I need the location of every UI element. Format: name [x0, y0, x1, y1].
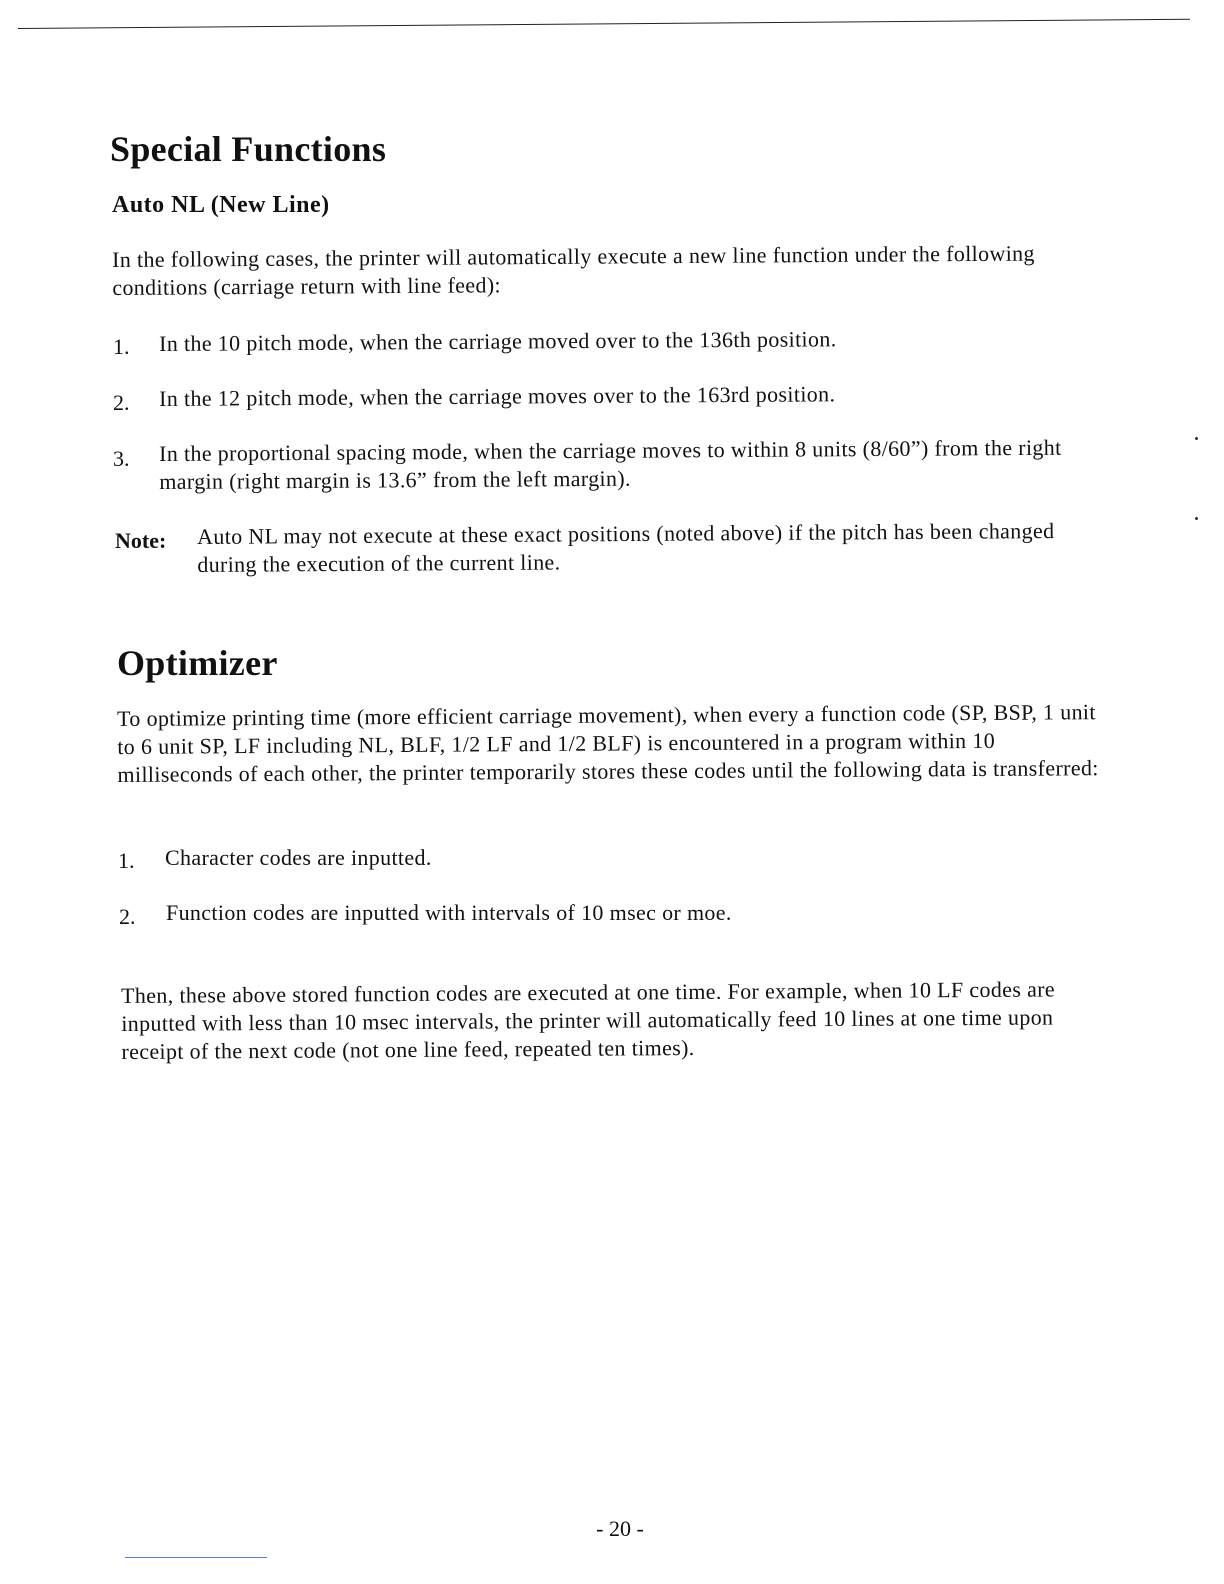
list-item-number: 1.: [118, 848, 135, 873]
list-item-text: Function codes are inputted with intervals of 10 msec or moe.: [166, 900, 732, 925]
auto-nl-intro: In the following cases, the printer will automatically execute a new line function under the following conditions (carriage return with line feed):: [112, 240, 1035, 300]
scan-speck: [1195, 437, 1198, 440]
note-label: Note:: [115, 528, 167, 553]
section-title-special-functions: Special Functions: [110, 129, 387, 169]
page-number: - 20 -: [596, 1516, 644, 1541]
bottom-rule: [125, 1557, 267, 1558]
note-text: Auto NL may not execute at these exact positions (noted above) if the pitch has been changed during the execution of the current line.: [197, 518, 1055, 577]
optimizer-closing: Then, these above stored function codes are executed at one time. For example, when 10 LF codes are inputted with less than 10 msec intervals, the printer will automatically feed 10 lines at one time upon receipt of the next code (not one line feed, repeated ten times).: [121, 976, 1056, 1064]
list-item-number: 3.: [113, 446, 130, 471]
optimizer-intro: To optimize printing time (more efficient carriage movement), when every a function code (SP, BSP, 1 unit to 6 unit SP, LF including NL, BLF, 1/2 LF and 1/2 BLF) is encountered in a program within 10 milliseconds of each other, the printer temporarily stores these codes until the following data is transferred:: [117, 699, 1099, 787]
subsection-title-auto-nl: Auto NL (New Line): [112, 192, 330, 218]
list-item-number: 2.: [119, 904, 136, 929]
list-item-text: In the 12 pitch mode, when the carriage moves over to the 163rd position.: [159, 381, 836, 411]
scan-speck: [1195, 517, 1198, 520]
list-item-text: In the 10 pitch mode, when the carriage moved over to the 136th position.: [159, 326, 837, 356]
list-item-text: Character codes are inputted.: [165, 845, 432, 870]
list-item-number: 2.: [113, 390, 130, 415]
list-item-number: 1.: [113, 334, 130, 359]
list-item-text: In the proportional spacing mode, when the carriage moves to within 8 units (8/60”) from the right margin (right margin is 13.6” from the left margin).: [159, 434, 1062, 494]
section-title-optimizer: Optimizer: [117, 643, 278, 683]
